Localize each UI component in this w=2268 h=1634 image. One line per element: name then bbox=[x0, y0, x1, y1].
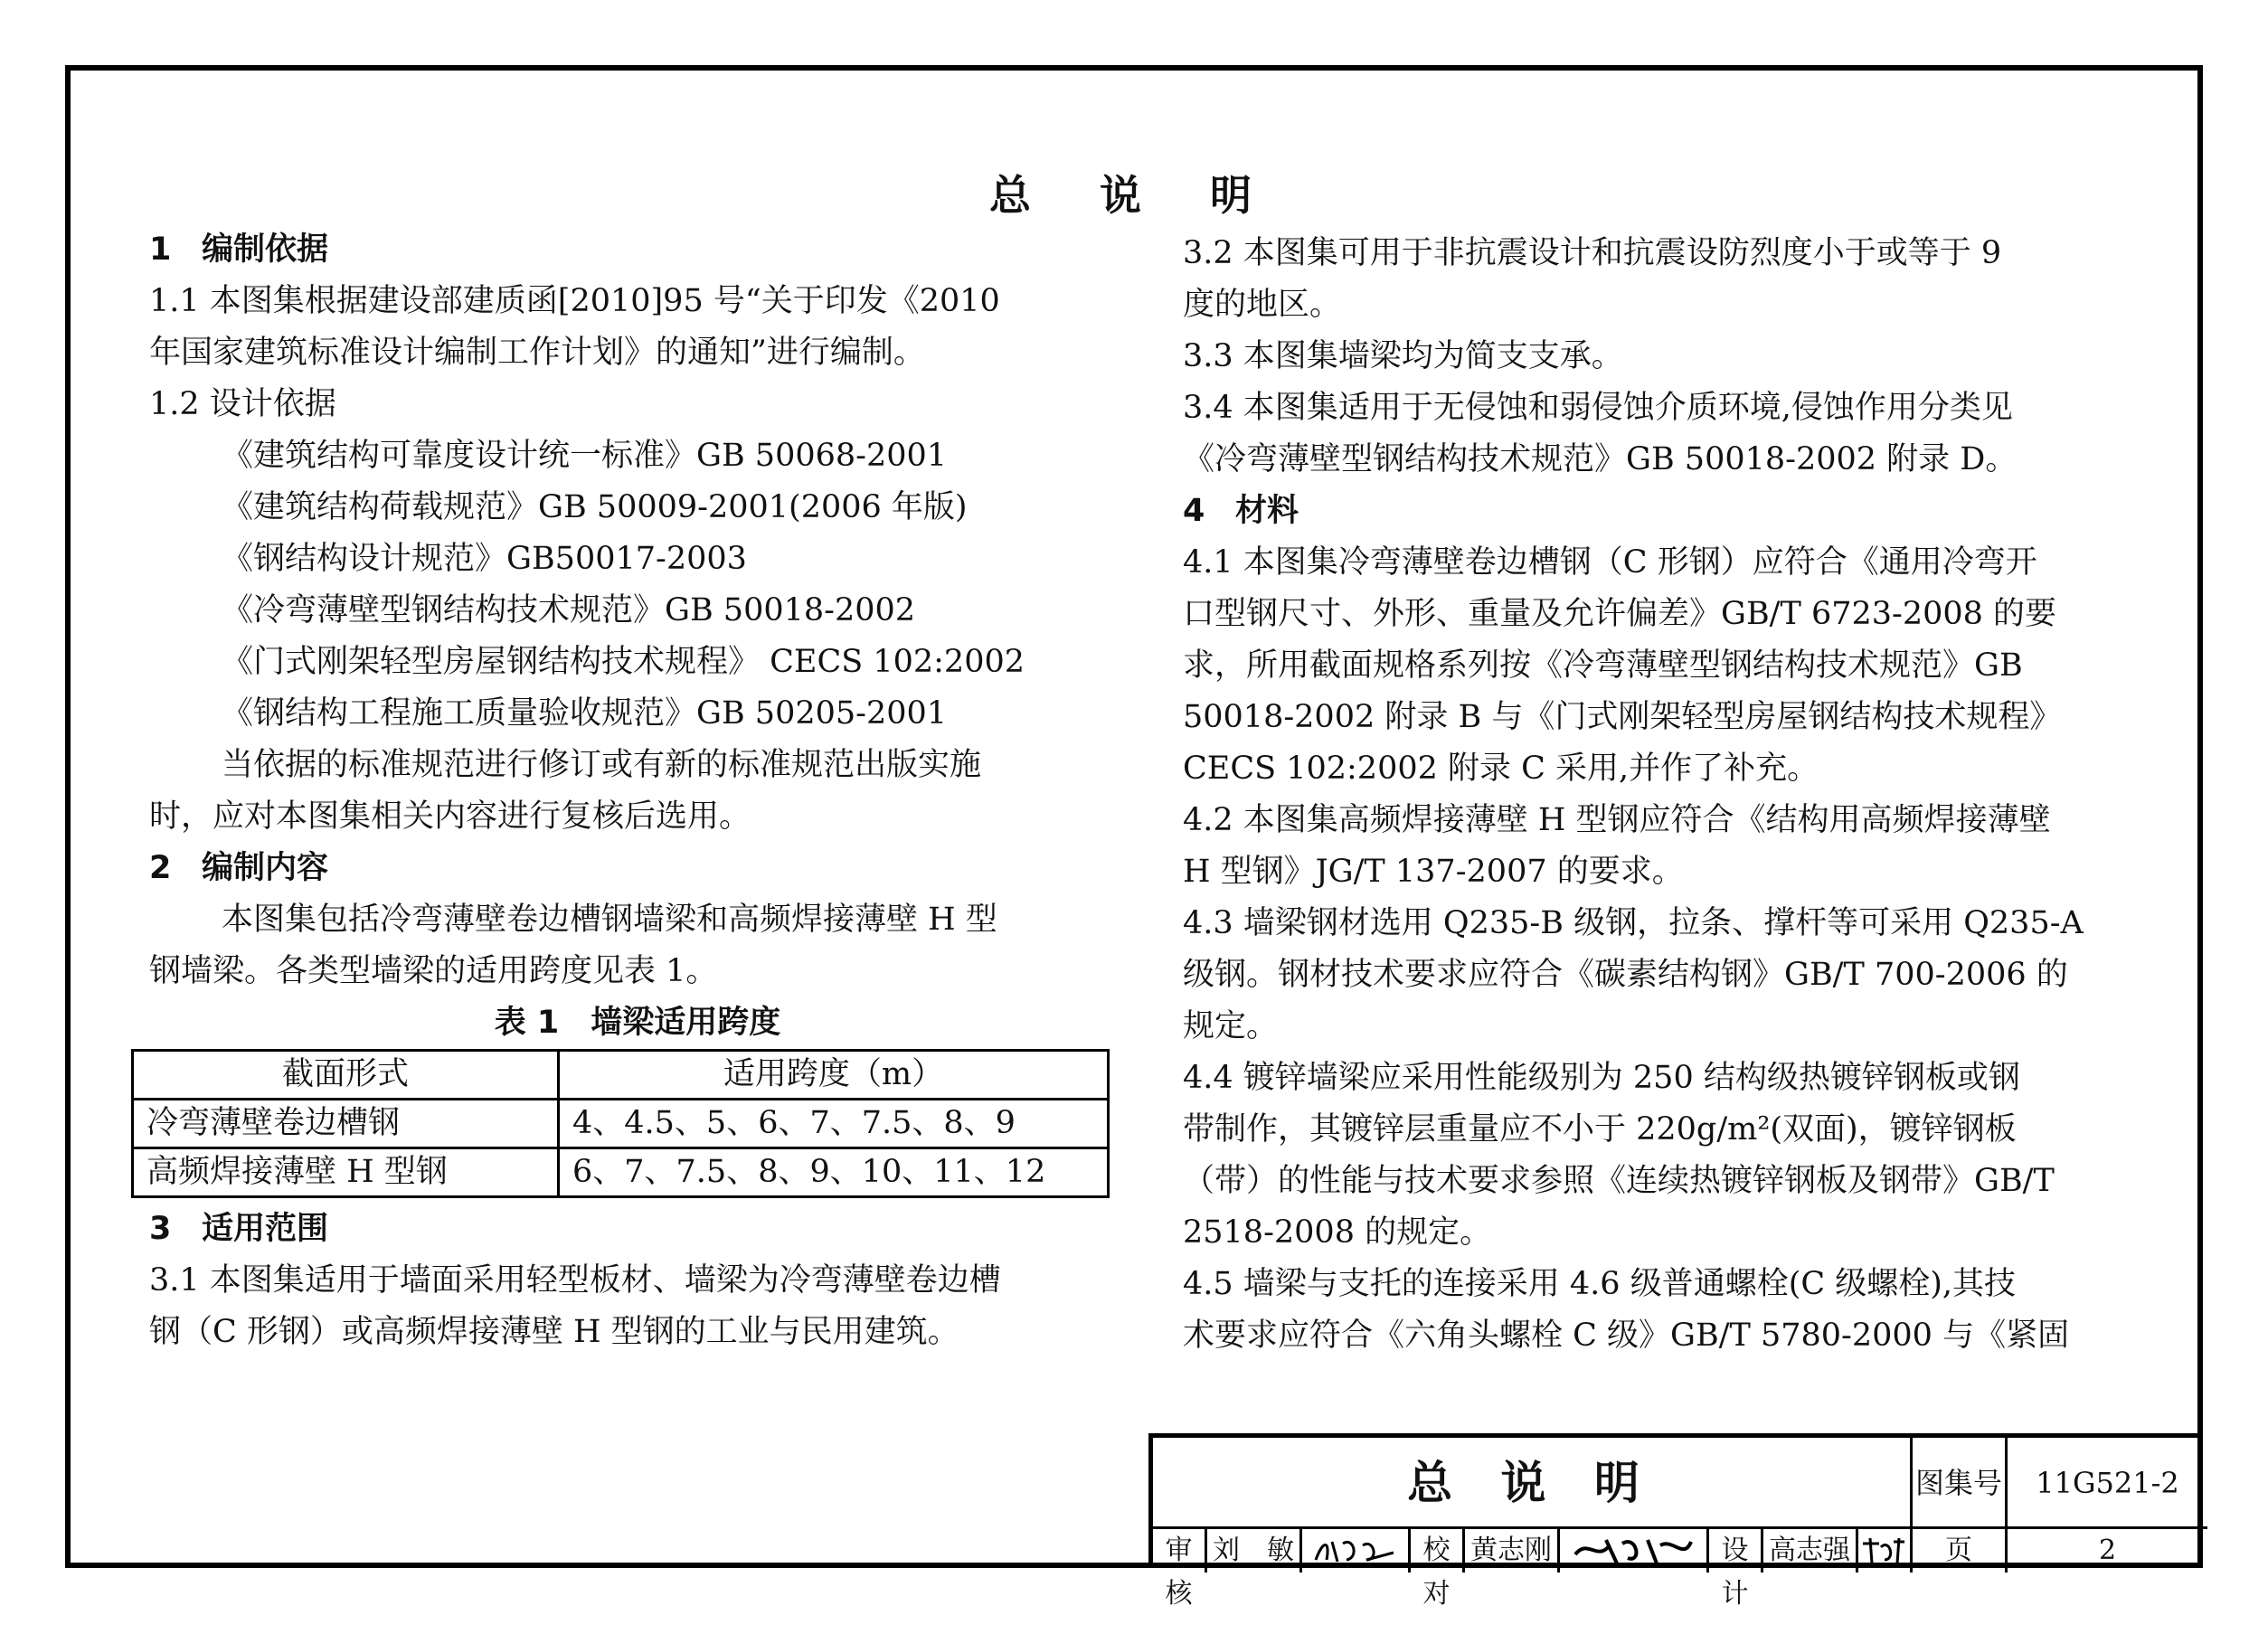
paragraph-2-cont: 钢墙梁。各类型墙梁的适用跨度见表 1。 bbox=[149, 953, 718, 989]
reference-item: 《建筑结构可靠度设计统一标准》GB 50068-2001 bbox=[222, 438, 948, 474]
table-row bbox=[133, 1100, 1109, 1148]
checker-name: 黄志刚 bbox=[1465, 1529, 1560, 1573]
table-header-cell: 适用跨度（m） bbox=[559, 1051, 1109, 1100]
table-cell: 4、4.5、5、6、7、7.5、8、9 bbox=[559, 1100, 1109, 1148]
table-cell: 冷弯薄壁卷边槽钢 bbox=[133, 1100, 559, 1148]
reviewer-name: 刘 敏 bbox=[1207, 1529, 1302, 1573]
checker-signature bbox=[1560, 1529, 1709, 1573]
section-4-heading: 4 材料 bbox=[1183, 493, 1299, 529]
reference-item: 《钢结构工程施工质量验收规范》GB 50205-2001 bbox=[222, 695, 948, 732]
paragraph-4-1-line: CECS 102:2002 附录 C 采用,并作了补充。 bbox=[1183, 751, 1819, 787]
reference-item: 《钢结构设计规范》GB50017-2003 bbox=[222, 541, 747, 577]
atlas-number-label: 图集号 bbox=[1913, 1438, 2008, 1529]
paragraph-4-3-line: 级钢。钢材技术要求应符合《碳素结构钢》GB/T 700-2006 的 bbox=[1183, 957, 2068, 993]
paragraph-4-5: 4.5 墙梁与支托的连接采用 4.6 级普通螺栓(C 级螺栓),其技 bbox=[1183, 1266, 2017, 1302]
signature-mark bbox=[1859, 1533, 1910, 1567]
reference-item: 《门式刚架轻型房屋钢结构技术规程》 CECS 102:2002 bbox=[222, 644, 1025, 680]
span-table bbox=[131, 1049, 1110, 1198]
paragraph-4-3: 4.3 墙梁钢材选用 Q235-B 级钢，拉条、撑杆等可采用 Q235-A bbox=[1183, 905, 2084, 941]
paragraph-4-4-line: （带）的性能与技术要求参照《连续热镀锌钢板及钢带》GB/T bbox=[1183, 1163, 2055, 1199]
paragraph-3-3: 3.3 本图集墙梁均为简支支承。 bbox=[1183, 338, 1623, 374]
reference-item: 《建筑结构荷载规范》GB 50009-2001(2006 年版) bbox=[222, 489, 968, 525]
section-3-heading: 3 适用范围 bbox=[149, 1211, 329, 1247]
paragraph-4-4: 4.4 镀锌墙梁应采用性能级别为 250 结构级热镀锌钢板或钢 bbox=[1183, 1060, 2020, 1096]
revision-note: 当依据的标准规范进行修订或有新的标准规范出版实施 bbox=[222, 747, 982, 783]
title-block-title: 总 说 明 bbox=[1153, 1438, 1913, 1529]
table-row bbox=[133, 1148, 1109, 1197]
checker-label: 校对 bbox=[1411, 1529, 1465, 1573]
table-header-cell: 截面形式 bbox=[133, 1051, 559, 1100]
paragraph-4-1: 4.1 本图集冷弯薄壁卷边槽钢（C 形钢）应符合《通用冷弯开 bbox=[1183, 544, 2037, 581]
paragraph-3-4: 3.4 本图集适用于无侵蚀和弱侵蚀介质环境,侵蚀作用分类见 bbox=[1183, 390, 2013, 426]
paragraph-3-4-cont: 《冷弯薄壁型钢结构技术规范》GB 50018-2002 附录 D。 bbox=[1183, 441, 2018, 477]
atlas-number-value: 11G521-2 bbox=[2008, 1438, 2207, 1529]
table-caption: 表 1 墙梁适用跨度 bbox=[494, 1005, 781, 1041]
paragraph-1-1: 1.1 本图集根据建设部建质函[2010]95 号“关于印发《2010 bbox=[149, 283, 1000, 319]
paragraph-4-2-line: H 型钢》JG/T 137-2007 的要求。 bbox=[1183, 854, 1684, 890]
paragraph-4-1-line: 50018-2002 附录 B 与《门式刚架轻型房屋钢结构技术规程》 bbox=[1183, 699, 2062, 735]
left-column bbox=[146, 224, 1126, 1358]
revision-note-cont: 时，应对本图集相关内容进行复核后选用。 bbox=[149, 798, 751, 835]
paragraph-3-1: 3.1 本图集适用于墙面采用轻型板材、墙梁为冷弯薄壁卷边槽 bbox=[149, 1262, 1001, 1299]
title-block bbox=[1148, 1433, 2203, 1610]
page-title: 总 说 明 bbox=[988, 171, 1280, 220]
section-2-heading: 2 编制内容 bbox=[149, 850, 329, 886]
right-column bbox=[1183, 228, 2132, 1362]
paragraph-4-4-line: 带制作，其镀锌层重量应不小于 220g/m²(双面)，镀锌钢板 bbox=[1183, 1111, 2017, 1148]
page-label: 页 bbox=[1913, 1529, 2008, 1573]
paragraph-1-1-cont: 年国家建筑标准设计编制工作计划》的通知”进行编制。 bbox=[149, 335, 925, 371]
reviewer-label: 审核 bbox=[1153, 1529, 1207, 1573]
signature-mark bbox=[1310, 1533, 1401, 1567]
paragraph-3-2: 3.2 本图集可用于非抗震设计和抗震设防烈度小于或等于 9 bbox=[1183, 235, 2002, 271]
designer-name: 高志强 bbox=[1763, 1529, 1858, 1573]
page-number: 2 bbox=[2098, 1535, 2117, 1566]
signature-mark bbox=[1570, 1533, 1696, 1567]
designer-label: 设计 bbox=[1709, 1529, 1763, 1573]
paragraph-4-1-line: 求，所用截面规格系列按《冷弯薄壁型钢结构技术规范》GB bbox=[1183, 647, 2023, 684]
table-cell: 6、7、7.5、8、9、10、11、12 bbox=[559, 1148, 1109, 1197]
paragraph-4-2: 4.2 本图集高频焊接薄壁 H 型钢应符合《结构用高频焊接薄壁 bbox=[1183, 802, 2051, 838]
table-cell: 高频焊接薄壁 H 型钢 bbox=[133, 1148, 559, 1197]
paragraph-4-3-line: 规定。 bbox=[1183, 1008, 1279, 1044]
paragraph-4-5-line: 术要求应符合《六角头螺栓 C 级》GB/T 5780-2000 与《紧固 bbox=[1183, 1318, 2070, 1354]
paragraph-4-4-line: 2518-2008 的规定。 bbox=[1183, 1214, 1492, 1251]
section-1-heading: 1 编制依据 bbox=[149, 231, 329, 268]
designer-signature bbox=[1858, 1529, 1913, 1573]
paragraph-2: 本图集包括冷弯薄壁卷边槽钢墙梁和高频焊接薄壁 H 型 bbox=[222, 902, 997, 938]
paragraph-1-2: 1.2 设计依据 bbox=[149, 386, 336, 422]
table-header-row bbox=[133, 1051, 1109, 1100]
reference-item: 《冷弯薄壁型钢结构技术规范》GB 50018-2002 bbox=[222, 592, 916, 628]
paragraph-4-1-line: 口型钢尺寸、外形、重量及允许偏差》GB/T 6723-2008 的要 bbox=[1183, 596, 2057, 632]
paragraph-3-2-cont: 度的地区。 bbox=[1183, 287, 1342, 323]
reviewer-signature bbox=[1302, 1529, 1411, 1573]
paragraph-3-1-cont: 钢（C 形钢）或高频焊接薄壁 H 型钢的工业与民用建筑。 bbox=[149, 1314, 959, 1350]
